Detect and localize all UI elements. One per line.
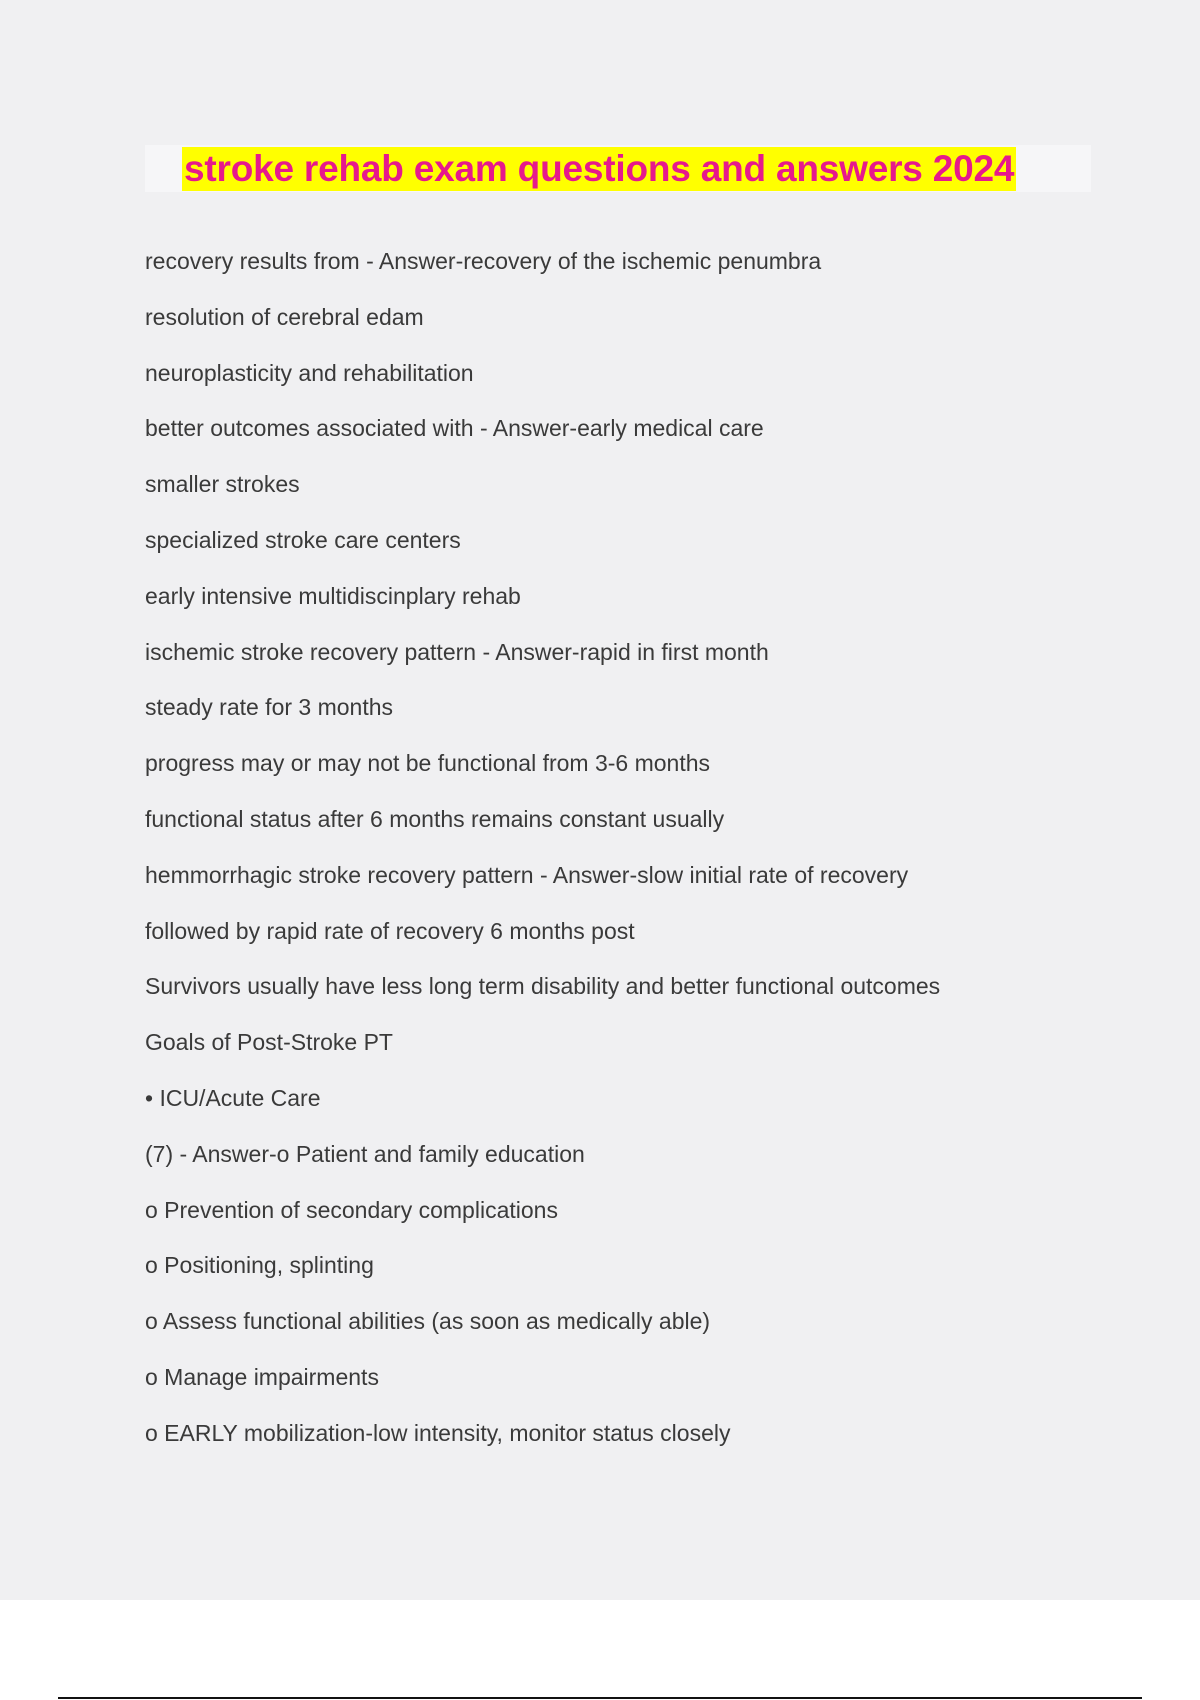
text-line: • ICU/Acute Care — [145, 1084, 321, 1111]
text-line: steady rate for 3 months — [145, 694, 394, 721]
text-line: hemmorrhagic stroke recovery pattern - Answer-slow initial rate of recovery — [145, 861, 909, 888]
text-line: o EARLY mobilization-low intensity, monitor status closely — [145, 1419, 731, 1446]
text-line: o Positioning, splinting — [145, 1252, 374, 1279]
text-line: o Prevention of secondary complications — [145, 1196, 558, 1223]
text-line: ischemic stroke recovery pattern - Answer-rapid in first month — [145, 638, 769, 665]
footer-divider — [58, 1697, 1142, 1699]
text-line: specialized stroke care centers — [145, 526, 461, 553]
text-line: early intensive multidiscinplary rehab — [145, 582, 521, 609]
document-title: stroke rehab exam questions and answers 2024 — [184, 148, 1015, 189]
text-line: o Manage impairments — [145, 1363, 379, 1390]
text-line: smaller strokes — [145, 471, 300, 498]
text-line: Survivors usually have less long term disability and better functional outcomes — [145, 973, 941, 1000]
text-line: better outcomes associated with - Answer-early medical care — [145, 415, 764, 442]
text-line: progress may or may not be functional from 3-6 months — [145, 750, 711, 777]
text-line: Goals of Post-Stroke PT — [145, 1029, 393, 1056]
text-line: neuroplasticity and rehabilitation — [145, 359, 474, 386]
text-line: functional status after 6 months remains constant usually — [145, 805, 725, 832]
text-line: resolution of cerebral edam — [145, 303, 424, 330]
text-line: followed by rapid rate of recovery 6 months post — [145, 917, 635, 944]
text-line: (7) - Answer-o Patient and family education — [145, 1140, 585, 1167]
text-lines — [145, 242, 940, 1470]
text-line: recovery results from - Answer-recovery of the ischemic penumbra — [145, 248, 822, 274]
text-line: o Assess functional abilities (as soon as medically able) — [145, 1308, 711, 1335]
